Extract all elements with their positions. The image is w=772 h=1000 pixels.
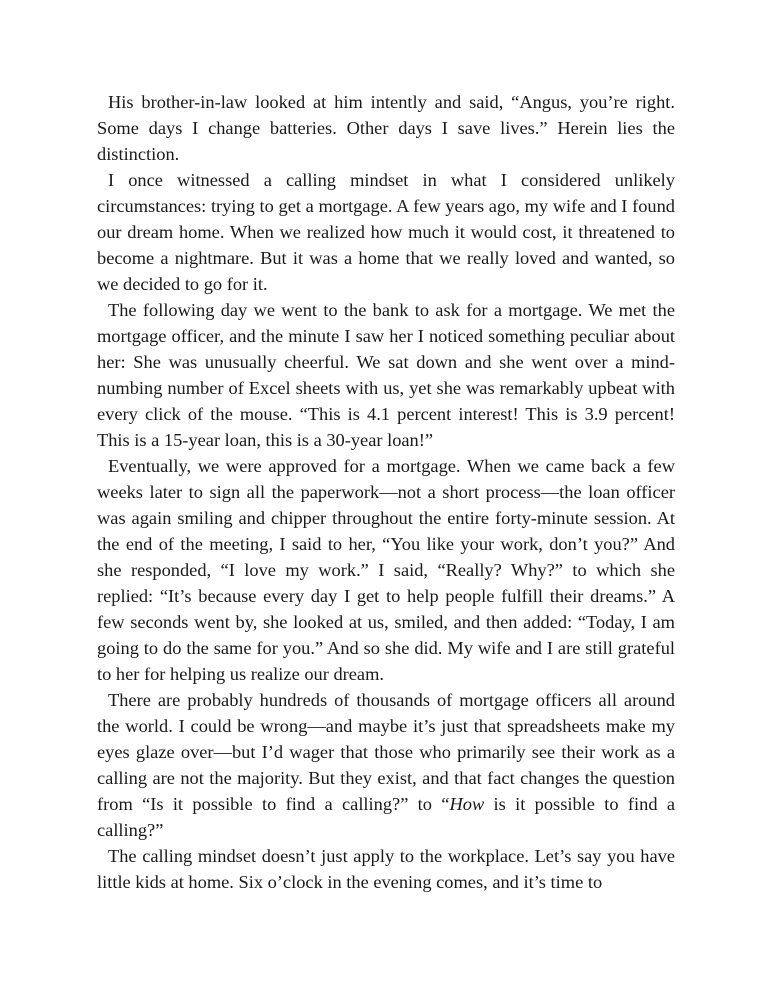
book-page xyxy=(97,89,675,895)
paragraph-5 xyxy=(97,687,675,843)
paragraph-3: The following day we went to the bank to ask for a mortgage. We met the mortgage officer, and the minute I saw her I noticed something peculiar about her: She was unusually cheerful. We sat down and she went over a mind-numbing number of Excel sheets with us, yet she was remarkably upbeat with every click of the mouse. “This is 4.1 percent interest! This is 3.9 percent! This is a 15-year loan, this is a 30-year loan!” xyxy=(97,300,675,450)
paragraph-4: Eventually, we were approved for a mortgage. When we came back a few weeks later to sign all the paperwork—not a short process—the loan officer was again smiling and chipper throughout the entire forty-minute session. At the end of the meeting, I said to her, “You like your work, don’t you?” And she responded, “I love my work.” I said, “Really? Why?” to which she replied: “It’s because every day I get to help people fulfill their dreams.” A few seconds went by, she looked at us, smiled, and then added: “Today, I am going to do the same for you.” And so she did. My wife and I are still grateful to her for helping us realize our dream. xyxy=(97,456,675,684)
paragraph-2: I once witnessed a calling mindset in what I considered unlikely circumstances: trying to get a mortgage. A few years ago, my wife and I found our dream home. When we realized how much it would cost, it threatened to become a nightmare. But it was a home that we really loved and wanted, so we decided to go for it. xyxy=(97,170,675,294)
paragraph-5-italic: How xyxy=(449,794,485,814)
paragraph-1: His brother-in-law looked at him intently and said, “Angus, you’re right. Some days I change batteries. Other days I save lives.” Herein lies the distinction. xyxy=(97,92,675,164)
paragraph-5-text-after: is it possible to find a calling?” xyxy=(97,794,675,840)
paragraph-6: The calling mindset doesn’t just apply to the workplace. Let’s say you have little kids at home. Six o’clock in the evening comes, and it’s time to xyxy=(97,846,675,892)
paragraph-5-text-before: There are probably hundreds of thousands of mortgage officers all around the world. I could be wrong—and maybe it’s just that spreadsheets make my eyes glaze over—but I’d wager that those who primarily see their work as a calling are not the majority. But they exist, and that fact changes the question from “Is it possible to find a calling?” to “ xyxy=(97,690,675,814)
